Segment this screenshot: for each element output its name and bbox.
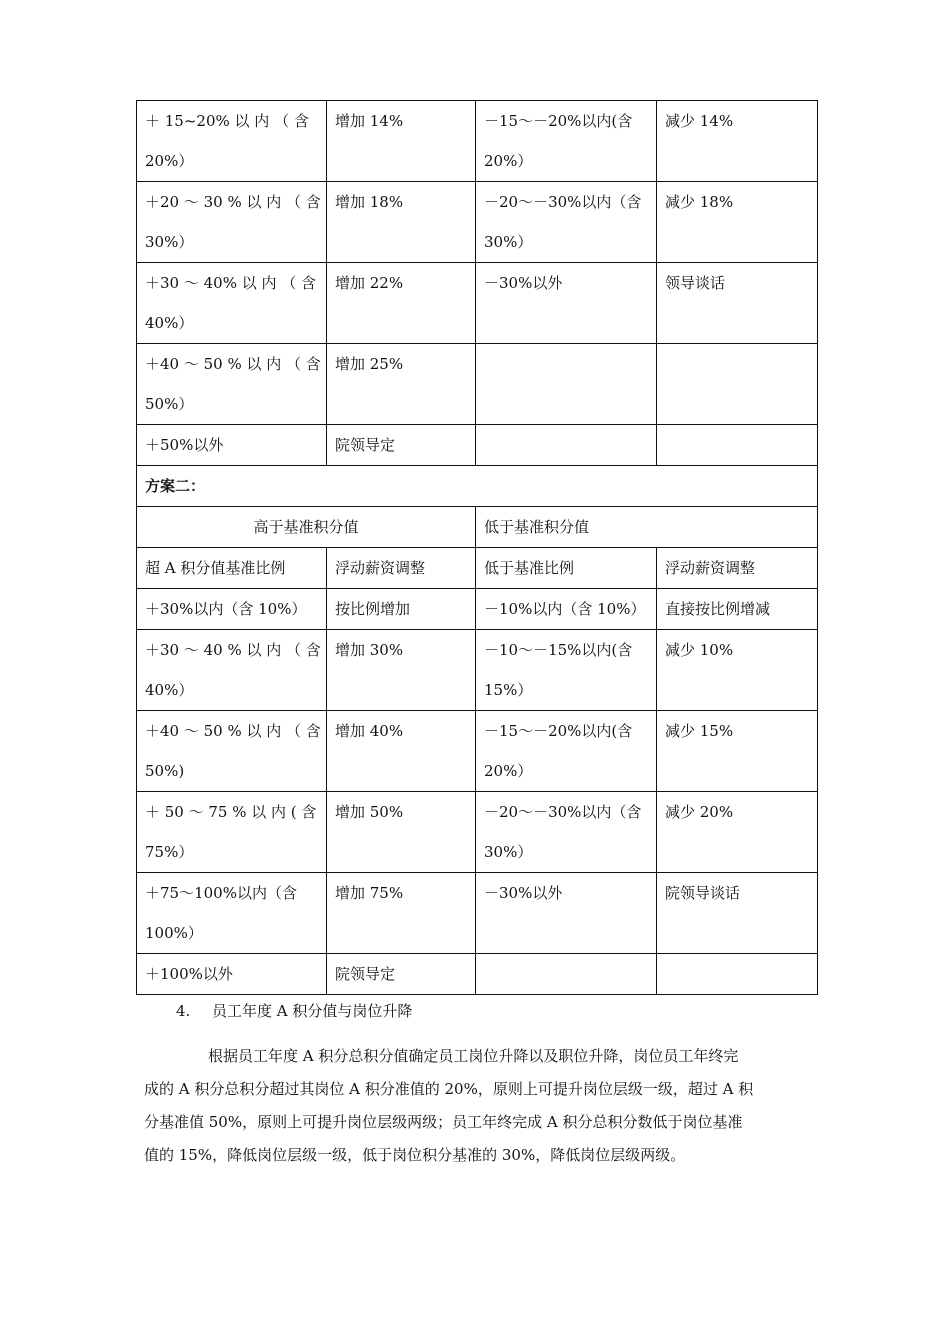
table-row [137, 589, 818, 630]
table-cell: 增加 25% [327, 344, 476, 425]
section-title: 员工年度 A 积分值与岗位升降 [212, 1002, 413, 1020]
table-cell: －20～－30%以内（含 30%） [476, 792, 657, 873]
table-cell: －30%以外 [476, 263, 657, 344]
table-cell: 减少 10% [657, 630, 818, 711]
table-row [137, 792, 818, 873]
column-header-row [137, 548, 818, 589]
table-cell: 增加 18% [327, 182, 476, 263]
table-cell: 减少 20% [657, 792, 818, 873]
table-cell: 增加 50% [327, 792, 476, 873]
table-cell [476, 954, 657, 995]
table-cell: ＋40 ～ 50 % 以 内 （ 含 50%) [137, 711, 327, 792]
plan2-title-row [137, 466, 818, 507]
salary-adjustment-table [136, 100, 818, 995]
paragraph-line: 成的 A 积分总积分超过其岗位 A 积分准值的 20%，原则上可提升岗位层级一级，超过 A 积 [144, 1080, 754, 1098]
table-cell: 增加 75% [327, 873, 476, 954]
table-cell: 院领导定 [327, 425, 476, 466]
column-header: 超 A 积分值基准比例 [137, 548, 327, 589]
table-cell: －10%以内（含 10%） [476, 589, 657, 630]
table-cell: 减少 15% [657, 711, 818, 792]
table-cell: 减少 18% [657, 182, 818, 263]
table-cell: 减少 14% [657, 101, 818, 182]
group-low-header: 低于基准积分值 [476, 507, 818, 548]
table-row [137, 873, 818, 954]
paragraph-line: 值的 15%，降低岗位层级一级，低于岗位积分基准的 30%，降低岗位层级两级。 [144, 1146, 686, 1164]
table-cell: ＋20 ～ 30 % 以 内 （ 含 30%） [137, 182, 327, 263]
table-row [137, 711, 818, 792]
table-cell [657, 954, 818, 995]
group-header-row [137, 507, 818, 548]
table-row [137, 344, 818, 425]
table-cell [476, 344, 657, 425]
paragraph-line: 根据员工年度 A 积分总积分值确定员工岗位升降以及职位升降，岗位员工年终完 [208, 1047, 739, 1065]
table-cell: 增加 30% [327, 630, 476, 711]
plan2-title: 方案二： [137, 466, 818, 507]
table-cell: 增加 22% [327, 263, 476, 344]
table-row [137, 954, 818, 995]
column-header: 低于基准比例 [476, 548, 657, 589]
table-cell: 院领导定 [327, 954, 476, 995]
table-cell: －20～－30%以内（含 30%） [476, 182, 657, 263]
table-cell: －15～－20%以内(含 20%） [476, 101, 657, 182]
table-cell: 增加 14% [327, 101, 476, 182]
table-row [137, 101, 818, 182]
paragraph-line: 分基准值 50%，原则上可提升岗位层级两级；员工年终完成 A 积分总积分数低于岗位基准 [144, 1113, 743, 1131]
table-cell [476, 425, 657, 466]
column-header: 浮动薪资调整 [657, 548, 818, 589]
column-header: 浮动薪资调整 [327, 548, 476, 589]
table-cell: ＋ 50 ～ 75 % 以 内 ( 含 75%） [137, 792, 327, 873]
group-high-header: 高于基准积分值 [137, 507, 476, 548]
table-cell: －30%以外 [476, 873, 657, 954]
table-cell [657, 344, 818, 425]
table-cell: ＋ 15~20% 以 内 （ 含 20%） [137, 101, 327, 182]
table-cell: ＋30 ～ 40 % 以 内 （ 含 40%） [137, 630, 327, 711]
section-number: 4. [176, 1002, 191, 1020]
table-cell: 增加 40% [327, 711, 476, 792]
table-cell: 领导谈话 [657, 263, 818, 344]
table-row [137, 630, 818, 711]
section-heading [176, 1000, 412, 1022]
section-paragraph [144, 1040, 810, 1172]
table-cell [657, 425, 818, 466]
table-cell: 按比例增加 [327, 589, 476, 630]
table-row [137, 182, 818, 263]
table-cell: ＋30 ～ 40% 以 内 （ 含 40%） [137, 263, 327, 344]
table-row [137, 263, 818, 344]
table-cell: ＋75～100%以内（含 100%） [137, 873, 327, 954]
table-cell: －10～－15%以内(含 15%） [476, 630, 657, 711]
table-cell: ＋40 ～ 50 % 以 内 （ 含 50%） [137, 344, 327, 425]
table-cell: 直接按比例增减 [657, 589, 818, 630]
table-cell: －15～－20%以内(含 20%） [476, 711, 657, 792]
table-cell: ＋100%以外 [137, 954, 327, 995]
table-row [137, 425, 818, 466]
table-cell: 院领导谈话 [657, 873, 818, 954]
table-cell: ＋50%以外 [137, 425, 327, 466]
table-cell: ＋30%以内（含 10%） [137, 589, 327, 630]
